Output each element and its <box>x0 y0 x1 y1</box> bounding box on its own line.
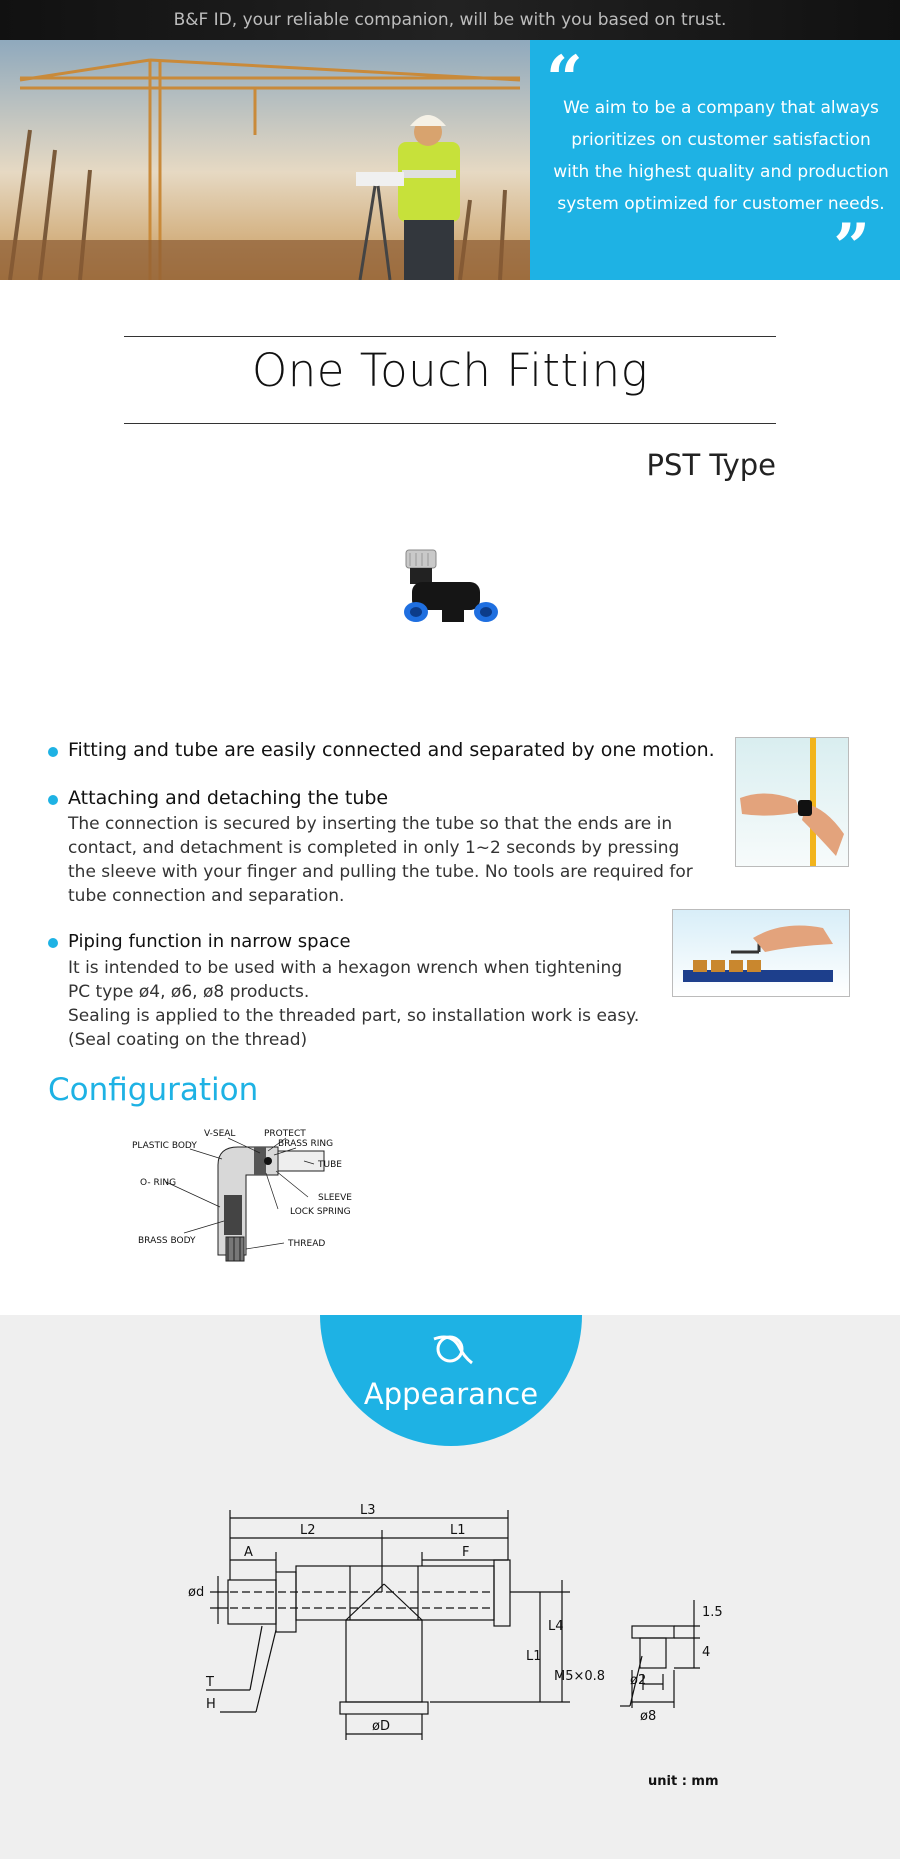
title-top-rule <box>124 336 776 337</box>
construction-photo-illustration <box>0 40 530 280</box>
feature-description <box>68 956 639 1052</box>
label-v-seal: V-SEAL <box>204 1129 236 1139</box>
dim-l4: L4 <box>548 1619 564 1634</box>
dim-t: T <box>206 1675 214 1690</box>
label-protect: PROTECT <box>264 1129 306 1139</box>
top-banner <box>0 0 900 40</box>
label-o-ring: O- RING <box>140 1178 177 1188</box>
mission-quote-panel <box>530 40 900 285</box>
dim-h: H <box>206 1697 216 1712</box>
quote-line: system optimized for customer needs. <box>557 194 885 214</box>
dim-od-large: øD <box>372 1719 390 1734</box>
dim-l3: L3 <box>360 1503 376 1518</box>
appearance-heading: Appearance <box>363 1377 539 1411</box>
description-line: (Seal coating on the thread) <box>68 1030 308 1050</box>
hex-wrench-illustration <box>673 910 849 996</box>
title-bottom-rule <box>124 423 776 424</box>
mission-quote <box>548 92 894 220</box>
dim-o8: ø8 <box>640 1709 657 1724</box>
open-quote-icon: “ <box>546 42 583 117</box>
quote-line: with the highest quality and production <box>553 162 889 182</box>
dim-m5: M5×0.8 <box>554 1669 606 1684</box>
label-tube: TUBE <box>318 1160 342 1170</box>
hex-wrench-photo <box>672 909 850 997</box>
quote-line: We aim to be a company that always <box>563 98 879 118</box>
dim-l2: L2 <box>300 1523 316 1538</box>
unit-label: unit : mm <box>648 1774 719 1789</box>
label-brass-body: BRASS BODY <box>138 1236 196 1246</box>
pst-fitting-product-image <box>398 548 502 638</box>
label-lock-spring: LOCK SPRING <box>290 1207 351 1217</box>
label-sleeve: SLEEVE <box>318 1193 352 1203</box>
feature-description <box>68 812 693 908</box>
description-line: PC type ø4, ø6, ø8 products. <box>68 982 310 1002</box>
dimension-drawing <box>150 1480 740 1790</box>
product-title: One Touch Fitting <box>251 344 649 397</box>
feature-title: Attaching and detaching the tube <box>68 787 389 809</box>
dim-1-5: 1.5 <box>702 1605 723 1620</box>
description-line: The connection is secured by inserting the tube so that the ends are in <box>68 814 673 834</box>
feature-title: Fitting and tube are easily connected and separated by one motion. <box>68 739 715 761</box>
dim-od: ød <box>188 1585 205 1600</box>
dim-o2: ø2 <box>630 1673 647 1688</box>
product-type: PST Type <box>646 448 776 482</box>
feature-bullet <box>48 795 58 805</box>
banner-text: B&F ID, your reliable companion, will be with you based on trust. <box>173 10 727 30</box>
description-line: the sleeve with your finger and pulling the tube. No tools are required for <box>68 862 693 882</box>
hands-tube-illustration <box>736 738 848 866</box>
label-brass-ring: BRASS RING <box>278 1139 334 1149</box>
dim-a: A <box>244 1545 253 1560</box>
feature-title: Piping function in narrow space <box>68 931 351 952</box>
description-line: Sealing is applied to the threaded part, so installation work is easy. <box>68 1006 640 1026</box>
dim-l1-vertical: L1 <box>526 1649 542 1664</box>
description-line: contact, and detachment is completed in only 1~2 seconds by pressing <box>68 838 680 858</box>
close-quote-icon: ” <box>833 210 870 285</box>
feature-bullet <box>48 747 58 757</box>
description-line: It is intended to be used with a hexagon wrench when tightening <box>68 958 623 978</box>
label-thread: THREAD <box>288 1239 326 1249</box>
hero-section <box>0 40 900 285</box>
construction-site-photo <box>0 40 530 280</box>
label-plastic-body: PLASTIC BODY <box>132 1141 197 1151</box>
dim-l1: L1 <box>450 1523 466 1538</box>
dim-f: F <box>462 1545 470 1560</box>
feature-bullet <box>48 938 58 948</box>
brand-logo-icon <box>428 1329 474 1369</box>
tube-insertion-photo <box>735 737 849 867</box>
quote-line: prioritizes on customer satisfaction <box>571 130 871 150</box>
dim-4: 4 <box>702 1645 711 1660</box>
description-line: tube connection and separation. <box>68 886 345 906</box>
configuration-cutaway-diagram <box>128 1125 408 1275</box>
configuration-heading: Configuration <box>48 1072 259 1108</box>
